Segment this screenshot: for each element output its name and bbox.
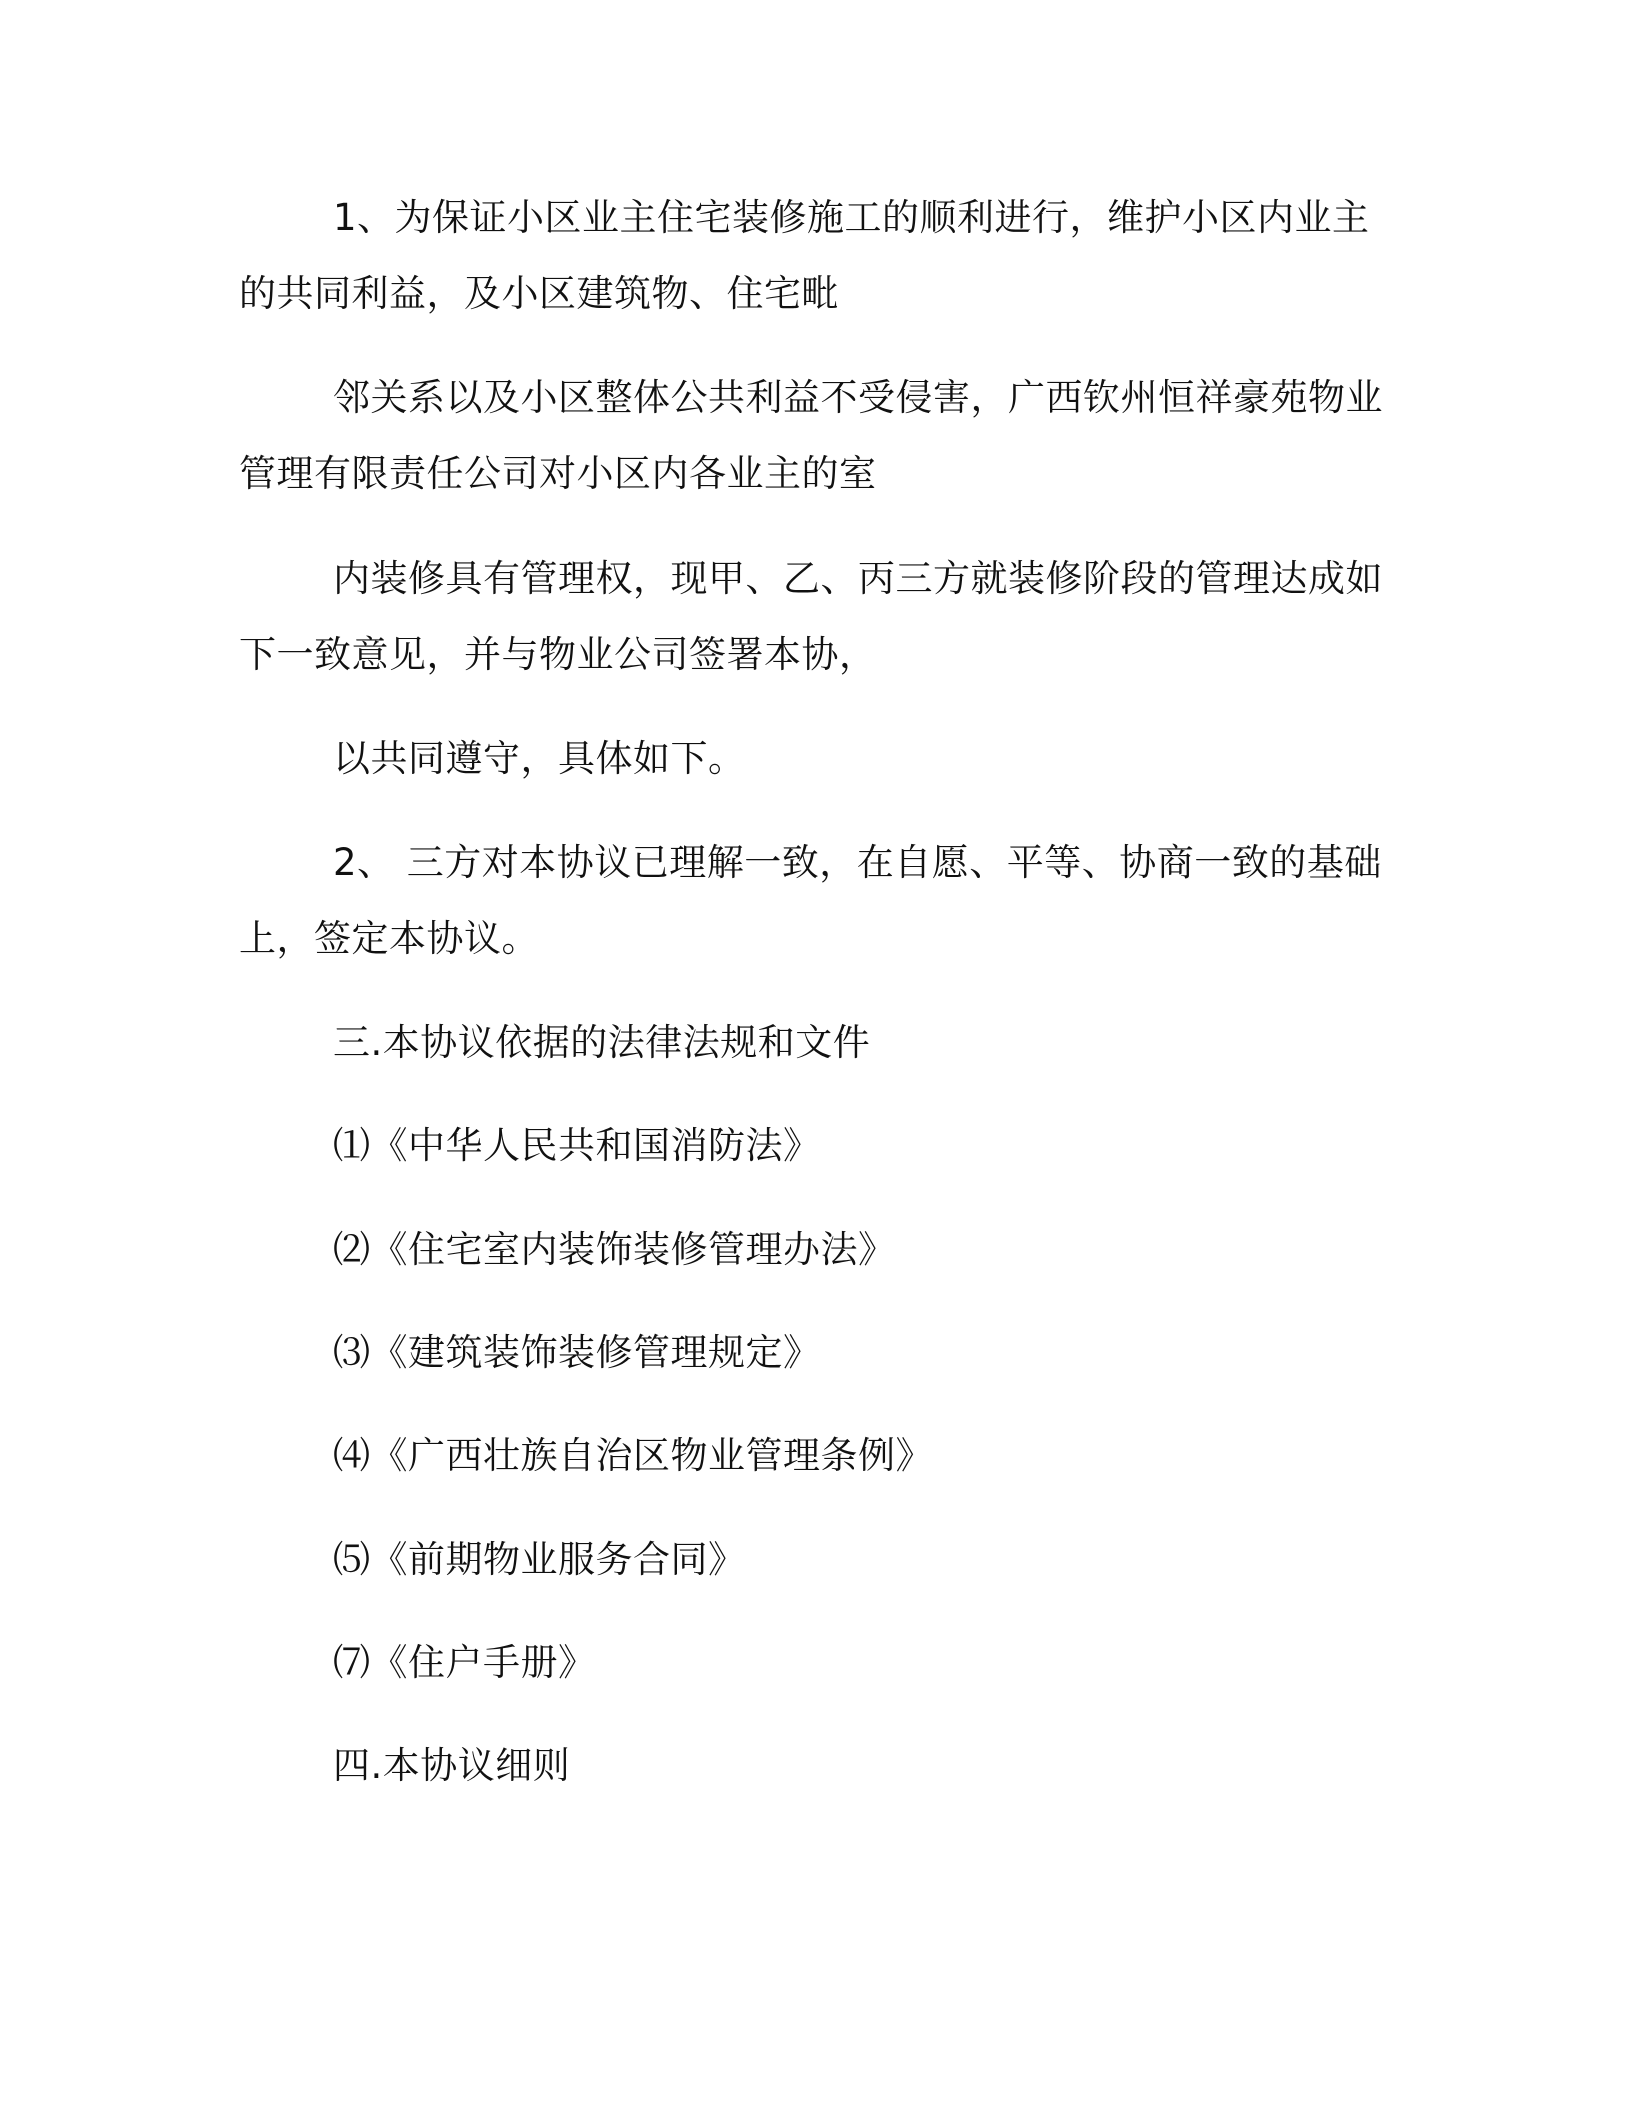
- paragraph-1-line-2: 的共同利益，及小区建筑物、住宅毗: [239, 272, 839, 315]
- section-4-heading: 四.本协议细则: [333, 1744, 571, 1787]
- paragraph-1-line-1: 1、为保证小区业主住宅装修施工的顺利进行，维护小区内业主: [333, 196, 1370, 239]
- section-3-heading: 三.本协议依据的法律法规和文件: [333, 1021, 871, 1064]
- basis-item: ⑺《住户手册》: [333, 1641, 596, 1684]
- paragraph-3-line-2: 下一致意见，并与物业公司签署本协，: [239, 633, 877, 676]
- basis-item: ⑶《建筑装饰装修管理规定》: [333, 1331, 821, 1374]
- paragraph-5-line-2: 上，签定本协议。: [239, 917, 539, 960]
- basis-item: ⑷《广西壮族自治区物业管理条例》: [333, 1434, 933, 1477]
- paragraph-3-line-1: 内装修具有管理权，现甲、乙、丙三方就装修阶段的管理达成如: [333, 557, 1383, 600]
- basis-item: ⑴《中华人民共和国消防法》: [333, 1124, 821, 1167]
- paragraph-2-line-2: 管理有限责任公司对小区内各业主的室: [239, 452, 877, 495]
- basis-item: ⑵《住宅室内装饰装修管理办法》: [333, 1228, 896, 1271]
- basis-item: ⑸《前期物业服务合同》: [333, 1538, 746, 1581]
- paragraph-2-line-1: 邻关系以及小区整体公共利益不受侵害，广西钦州恒祥豪苑物业: [333, 376, 1383, 419]
- paragraph-5-line-1: 2、 三方对本协议已理解一致，在自愿、平等、协商一致的基础: [333, 841, 1382, 884]
- paragraph-4: 以共同遵守，具体如下。: [333, 737, 746, 780]
